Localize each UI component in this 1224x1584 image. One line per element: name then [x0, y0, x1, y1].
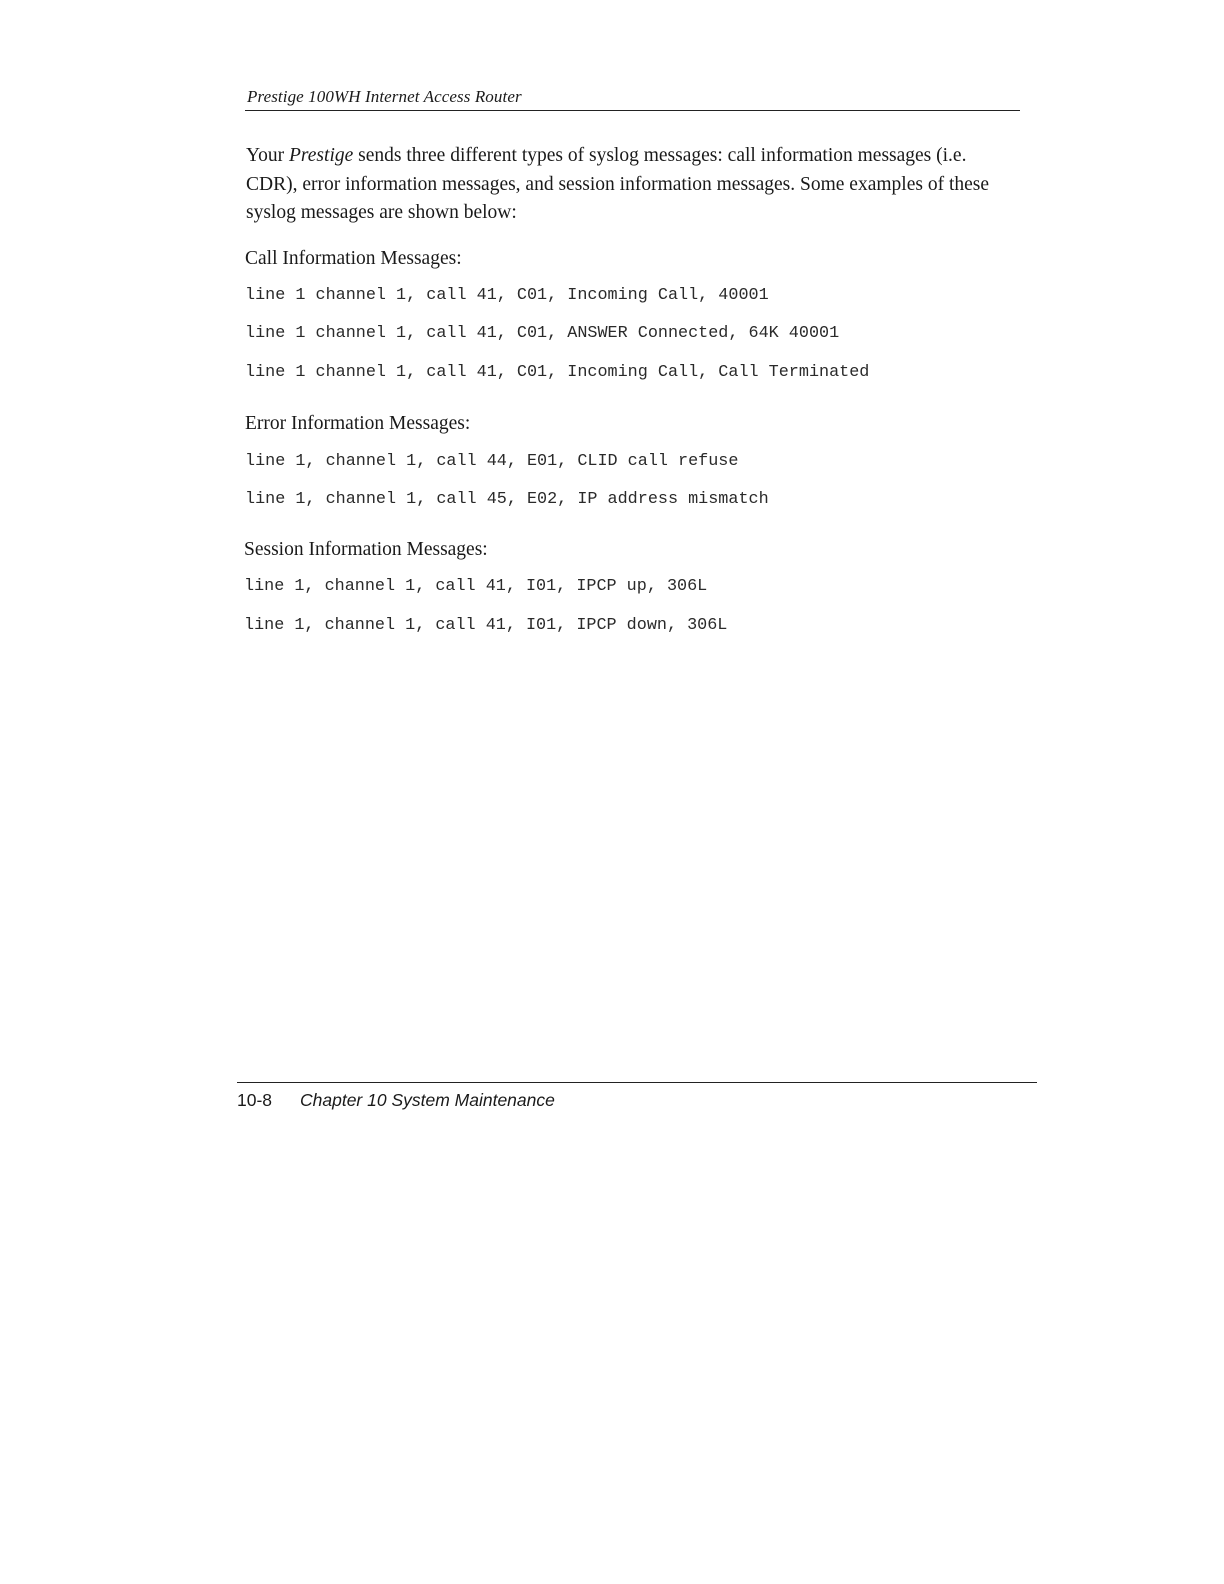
footer-chapter-title: Chapter 10 System Maintenance	[300, 1090, 555, 1110]
intro-product-name: Prestige	[289, 145, 354, 166]
error-info-line: line 1, channel 1, call 45, E02, IP address mismatch	[245, 490, 769, 509]
page-footer-rule	[237, 1082, 1037, 1083]
session-info-heading: Session Information Messages:	[244, 539, 488, 560]
intro-text-end: sends three different types of syslog messages: call information messages (i.e. CDR), error information messages, and session information messages. Some examples of these syslog messages are shown below:	[246, 145, 990, 223]
error-info-line: line 1, channel 1, call 44, E01, CLID call refuse	[245, 452, 739, 471]
call-info-line: line 1 channel 1, call 41, C01, Incoming Call, Call Terminated	[245, 363, 870, 382]
page-header-rule	[245, 110, 1020, 111]
call-info-line: line 1 channel 1, call 41, C01, Incoming Call, 40001	[245, 286, 769, 305]
page-header-title: Prestige 100WH Internet Access Router	[247, 87, 522, 106]
session-info-line: line 1, channel 1, call 41, I01, IPCP down, 306L	[244, 616, 728, 635]
session-info-line: line 1, channel 1, call 41, I01, IPCP up, 306L	[244, 577, 708, 596]
call-info-heading: Call Information Messages:	[245, 248, 462, 269]
page-number: 10-8	[237, 1090, 273, 1110]
error-info-heading: Error Information Messages:	[245, 413, 471, 434]
intro-paragraph	[246, 142, 1021, 228]
call-info-line: line 1 channel 1, call 41, C01, ANSWER Connected, 64K 40001	[245, 324, 840, 343]
intro-text-start: Your	[246, 145, 289, 166]
